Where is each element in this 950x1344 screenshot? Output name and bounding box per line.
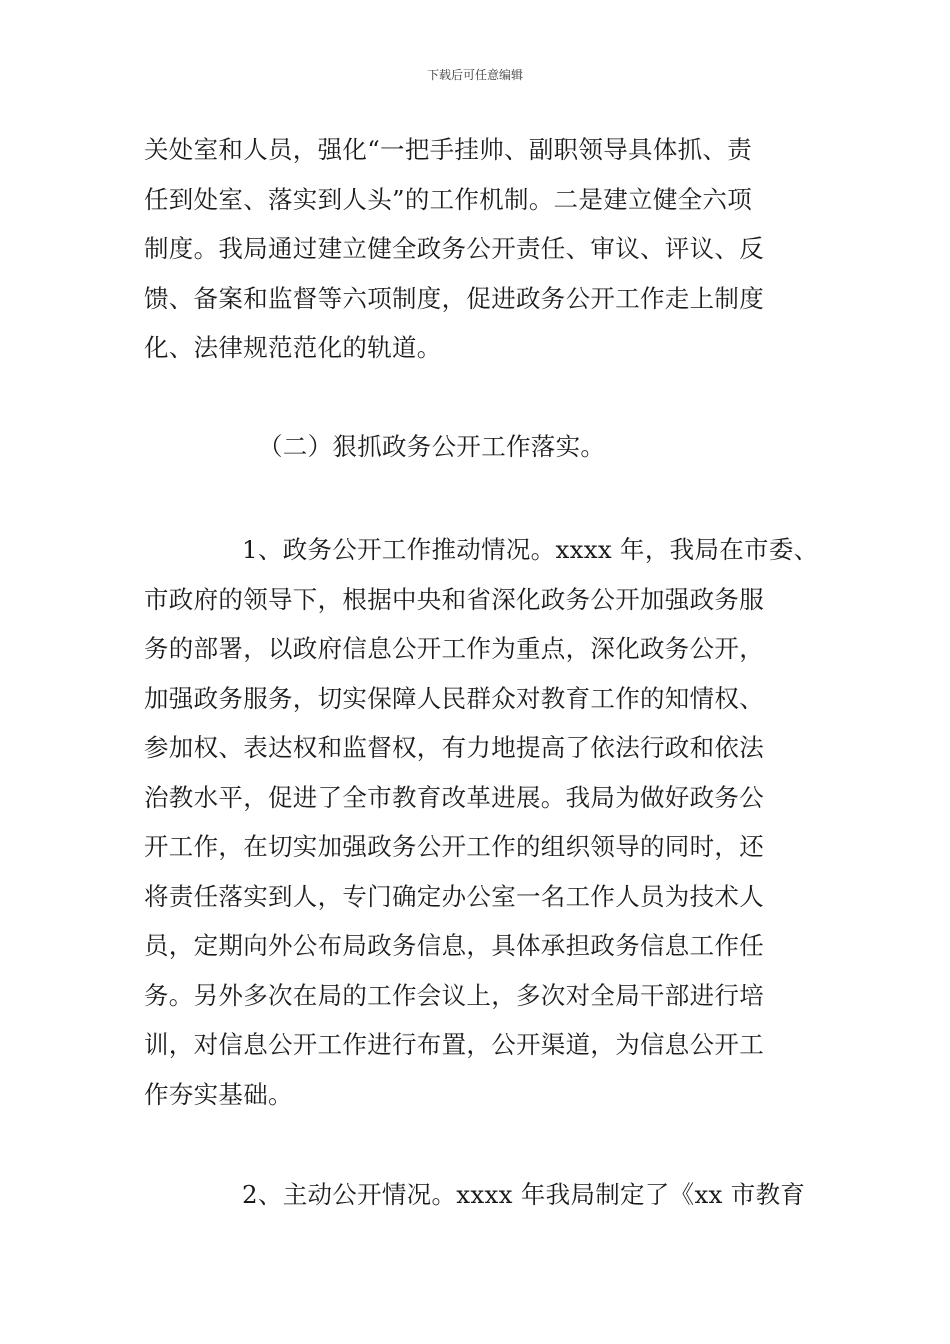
- paragraph-continuation: [144, 125, 814, 373]
- paragraph-line: 将责任落实到人，专门确定办公室一名工作人员为技术人: [144, 881, 764, 911]
- section-heading-text: （二）狠抓政务公开工作落实。: [258, 432, 606, 461]
- paragraph-line: 开工作，在切实加强政务公开工作的组织领导的同时，还: [144, 832, 764, 861]
- paragraph-active-disclosure: [144, 1170, 814, 1220]
- paragraph-line: 2、主动公开情况。xxxx 年我局制定了《xx 市教育: [242, 1180, 806, 1209]
- paragraph-line: 作夯实基础。: [144, 1079, 293, 1109]
- paragraph-line: 务的部署，以政府信息公开工作为重点，深化政务公开，: [144, 634, 764, 663]
- paragraph-line: 1、政务公开工作推动情况。xxxx 年，我局在市委、: [242, 535, 819, 564]
- page-header: 下载后可任意编辑: [426, 68, 523, 82]
- paragraph-line: 员，定期向外公布局政务信息，具体承担政务信息工作任: [144, 931, 764, 960]
- paragraph-line: 务。另外多次在局的工作会议上，多次对全局干部进行培: [144, 980, 764, 1010]
- paragraph-line: 制度。我局通过建立健全政务公开责任、审议、评议、反: [144, 234, 764, 263]
- paragraph-line: 训，对信息公开工作进行布置，公开渠道，为信息公开工: [144, 1030, 764, 1059]
- paragraph-line: 市政府的领导下，根据中央和省深化政务公开加强政务服: [144, 584, 764, 614]
- paragraph-line: 治教水平，促进了全市教育改革进展。我局为做好政务公: [144, 782, 764, 812]
- paragraph-line: 关处室和人员，强化“一把手挂帅、副职领导具体抓、责: [144, 135, 753, 164]
- paragraph-line: 参加权、表达权和监督权，有力地提高了依法行政和依法: [144, 733, 764, 762]
- paragraph-line: 化、法律规范范化的轨道。: [144, 333, 442, 362]
- paragraph-promotion: [144, 525, 819, 1119]
- paragraph-line: 任到处室、落实到人头”的工作机制。二是建立健全六项: [144, 184, 753, 214]
- paragraph-line: 馈、备案和监督等六项制度，促进政务公开工作走上制度: [144, 283, 764, 313]
- section-heading: [258, 422, 778, 472]
- paragraph-line: 加强政务服务，切实保障人民群众对教育工作的知情权、: [144, 683, 764, 713]
